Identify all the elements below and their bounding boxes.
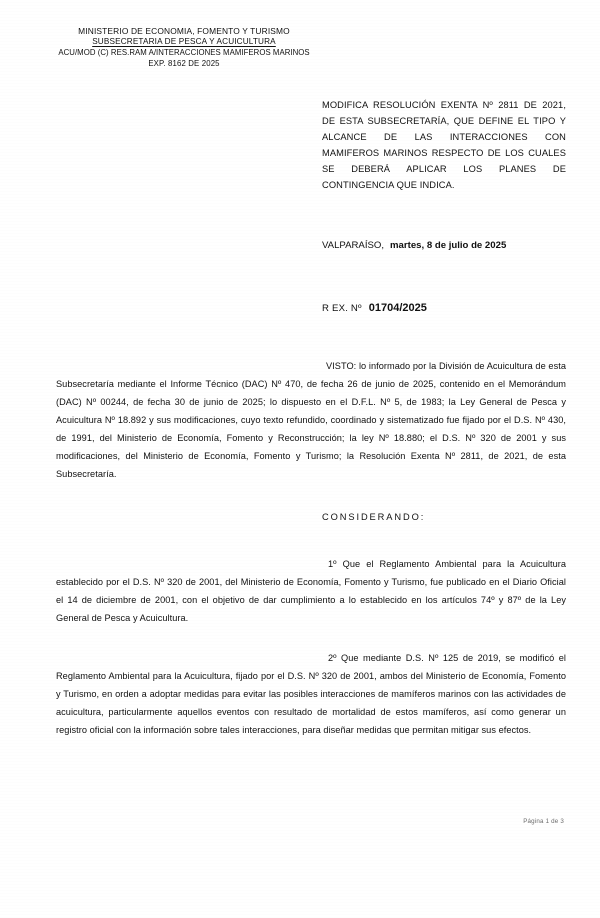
- paragraph-considerando-1: [56, 556, 566, 628]
- place-label: VALPARAÍSO,: [322, 240, 385, 251]
- visto-text: VISTO: lo informado por la División de Acuicultura de esta Subsecretaría mediante el Informe Técnico (DAC) Nº 470, de fecha 26 de junio de 2025, contenido en el Memorándum (DAC) Nº 00244, de fecha 30 de junio de 2025; lo dispuesto en el D.F.L. Nº 5, de 1983; la Ley General de Pesca y Acuicultura Nº 18.892 y sus modificaciones, cuyo texto refundido, coordinado y sistematizado fue fijado por el D.S. Nº 430, de 1991, del Ministerio de Economía, Fomento y Reconstrucción; la ley Nº 18.880; el D.S. Nº 320 de 2001 y sus modificaciones, del Ministerio de Economía, Fomento y Turismo; la Resolución Exenta Nº 2811, de 2021, de esta Subsecretaría.: [56, 361, 566, 479]
- paragraph-considerando-2: [56, 650, 566, 740]
- letterhead-subsecretary: SUBSECRETARIA DE PESCA Y ACUICULTURA: [92, 37, 276, 47]
- considerando-2-text: 2º Que mediante D.S. Nº 125 de 2019, se modificó el Reglamento Ambiental para la Acuicultura, fijado por el D.S. Nº 320 de 2001, ambos del Ministerio de Economía, Fomento y Turismo, en orden a adoptar medidas para evitar las posibles interacciones de mamíferos marinos con las actividades de acuicultura, particularmente aquellos eventos con resultado de mortalidad de estos mamíferos, así como generar un registro oficial con la información sobre tales interacciones, para diseñar medidas que permitan mitigar sus efectos.: [56, 653, 566, 735]
- letterhead-ministry: MINISTERIO DE ECONOMIA, FOMENTO Y TURISMO: [78, 26, 290, 36]
- considerando-1-text: 1º Que el Reglamento Ambiental para la Acuicultura establecido por el D.S. Nº 320 de 2001, del Ministerio de Economía, Fomento y Turismo, fue publicado en el Diario Oficial el 14 de diciembre de 2001, con el objetivo de dar cumplimiento a lo establecido en los artículos 74º y 87º de la Ley General de Pesca y Acuicultura.: [56, 559, 566, 623]
- paragraph-visto: [56, 358, 566, 484]
- page-footer: Página 1 de 3: [523, 818, 564, 825]
- resolution-number-label: R EX. Nº: [322, 303, 362, 314]
- date-label: martes, 8 de julio de 2025: [390, 240, 507, 251]
- resolution-number: [322, 302, 427, 314]
- letterhead-reference-code: ACU/MOD (C) RES.RAM A/INTERACCIONES MAMIFEROS MARINOS: [58, 48, 310, 58]
- considerando-heading: CONSIDERANDO:: [322, 512, 426, 522]
- place-and-date: [322, 240, 506, 251]
- letterhead-file-number: EXP. 8162 DE 2025: [148, 58, 220, 68]
- document-title: MODIFICA RESOLUCIÓN EXENTA Nº 2811 DE 2021, DE ESTA SUBSECRETARÍA, QUE DEFINE EL TIPO Y ALCANCE DE LAS INTERACCIONES CON MAMIFEROS MARINOS RESPECTO DE LOS CUALES SE DEBERÁ APLICAR LOS PLANES DE CONTINGENCIA QUE INDICA.: [322, 100, 566, 190]
- letterhead: [34, 26, 334, 69]
- resolution-number-value: 01704/2025: [368, 302, 427, 314]
